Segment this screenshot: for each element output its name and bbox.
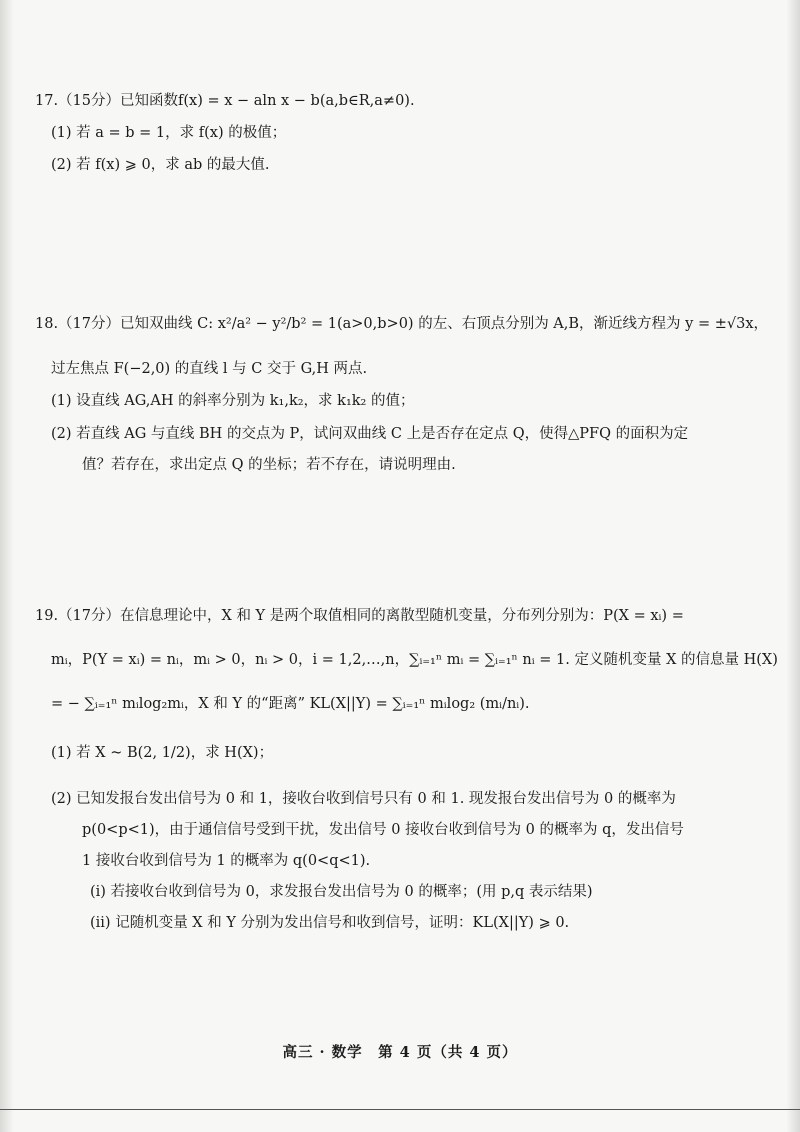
q19-stem-line1: 19.（17分）在信息理论中，X 和 Y 是两个取值相同的离散型随机变量，分布列分别为：P(X = xᵢ) = xyxy=(35,608,684,624)
scan-edge-right xyxy=(786,0,800,1132)
q19-stem-line2: mᵢ，P(Y = xᵢ) = nᵢ，mᵢ > 0，nᵢ > 0，i = 1,2,…,n，∑ᵢ₌₁ⁿ mᵢ = ∑ᵢ₌₁ⁿ nᵢ = 1. 定义随机变量 X 的信息量 H(X) xyxy=(51,652,778,668)
q19-part2-line3: 1 接收台收到信号为 1 的概率为 q(0<q<1). xyxy=(82,853,371,869)
q19-sub-i: (i) 若接收台收到信号为 0，求发报台发出信号为 0 的概率；(用 p,q 表示结果) xyxy=(90,884,593,900)
q17-stem: 17.（15分）已知函数f(x) = x − aln x − b(a,b∈R,a≠0). xyxy=(35,93,415,109)
q18-part2-line2: 值？若存在，求出定点 Q 的坐标；若不存在，请说明理由. xyxy=(82,457,456,473)
page-footer: 高三 · 数学 第 4 页（共 4 页） xyxy=(282,1044,518,1061)
q18-stem-cont: 过左焦点 F(−2,0) 的直线 l 与 C 交于 G,H 两点. xyxy=(51,361,368,377)
q17-part1: (1) 若 a = b = 1，求 f(x) 的极值； xyxy=(51,125,287,141)
q19-stem-line3: = − ∑ᵢ₌₁ⁿ mᵢlog₂mᵢ，X 和 Y 的“距离” KL(X||Y) = ∑ᵢ₌₁ⁿ mᵢlog₂ (mᵢ/nᵢ). xyxy=(51,696,530,712)
q18-part2-line1: (2) 若直线 AG 与直线 BH 的交点为 P，试问双曲线 C 上是否存在定点 Q，使得△PFQ 的面积为定 xyxy=(51,426,689,442)
q19-part1: (1) 若 X ~ B(2, 1/2)，求 H(X)； xyxy=(51,745,274,761)
q18-part1: (1) 设直线 AG,AH 的斜率分别为 k₁,k₂，求 k₁k₂ 的值； xyxy=(51,393,415,409)
q18-stem: 18.（17分）已知双曲线 C: x²/a² − y²/b² = 1(a>0,b>0) 的左、右顶点分别为 A,B，渐近线方程为 y = ±√3x， xyxy=(35,316,768,332)
q19-part2-line2: p(0<p<1)，由于通信信号受到干扰，发出信号 0 接收台收到信号为 0 的概率为 q，发出信号 xyxy=(82,822,684,838)
scan-edge-left xyxy=(0,0,14,1132)
q19-part2-line1: (2) 已知发报台发出信号为 0 和 1，接收台收到信号只有 0 和 1. 现发报台发出信号为 0 的概率为 xyxy=(51,791,676,807)
page-bottom-rule xyxy=(0,1109,800,1110)
q19-sub-ii: (ii) 记随机变量 X 和 Y 分别为发出信号和收到信号，证明：KL(X||Y) ⩾ 0. xyxy=(90,915,570,931)
q17-part2: (2) 若 f(x) ⩾ 0，求 ab 的最大值. xyxy=(51,157,270,173)
